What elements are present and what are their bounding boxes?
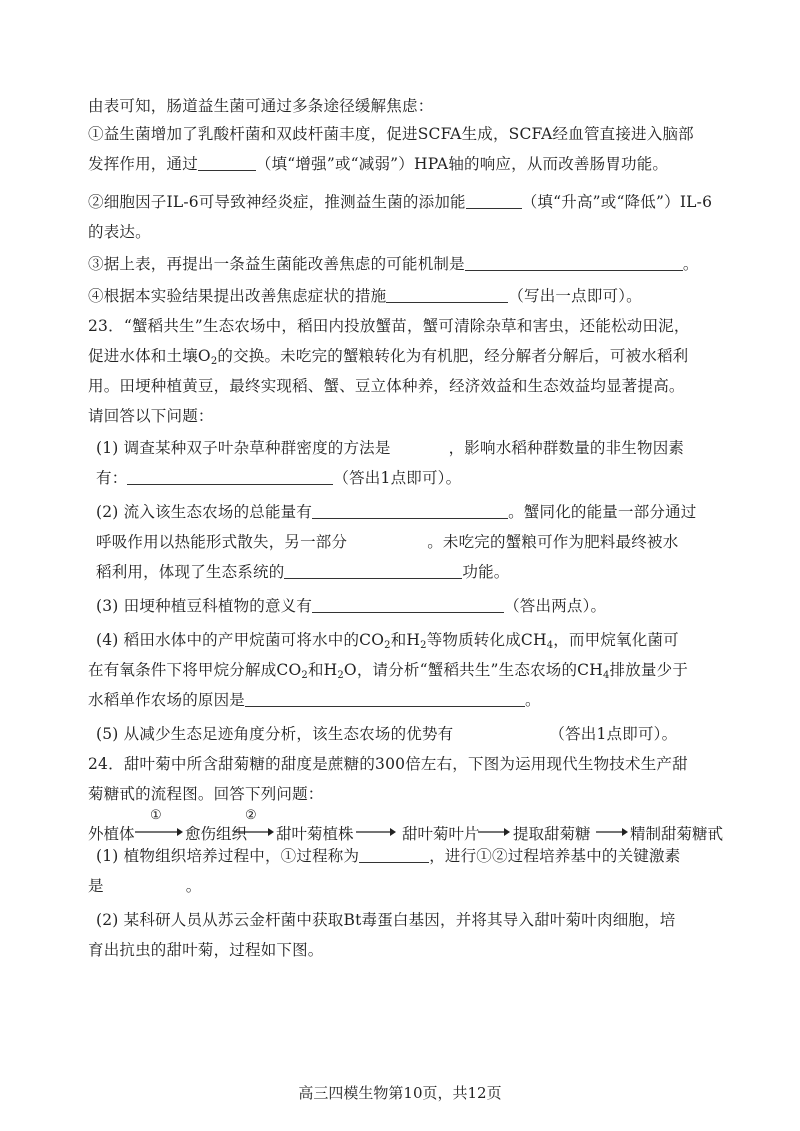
step-1-label: ① <box>150 808 162 823</box>
q24-part1-line2 <box>88 876 728 896</box>
answer-blank[interactable] <box>386 288 508 303</box>
text: 。蟹同化的能量一部分通过 <box>508 503 697 521</box>
q23-part4-line2 <box>88 660 728 680</box>
answer-blank[interactable] <box>312 598 504 613</box>
text: 在有氧条件下将甲烷分解成CO <box>88 661 302 679</box>
text: （填“升高”或“降低”）IL-6 <box>521 193 713 211</box>
text: (3) 田埂种植豆科植物的意义有 <box>96 597 313 615</box>
text: 的交换。未吃完的蟹粮转化为有机肥，经分解者分解后，可被水稻利 <box>217 347 689 365</box>
text: 促进水体和土壤O <box>88 347 211 365</box>
text: 排放量少于 <box>609 661 689 679</box>
text: 是 <box>88 877 104 895</box>
q23-part3-line <box>96 596 736 616</box>
step-2-label: ② <box>245 808 257 823</box>
q24-stem-line2: 菊糖甙的流程图。回答下列问题： <box>88 785 324 803</box>
q23-part2-line1 <box>96 502 736 522</box>
text: 有： <box>96 469 128 487</box>
subscript: 2 <box>420 640 427 651</box>
q23-stem-line2 <box>88 346 728 366</box>
text: 呼吸作用以热能形式散失，另一部分 <box>96 533 348 551</box>
flow-node-callus: 愈伤组织 <box>185 825 248 843</box>
text: 。 <box>525 691 541 709</box>
answer-blank[interactable] <box>245 692 525 707</box>
text: ，而甲烷氧化菌可 <box>553 631 679 649</box>
text: ④根据本实验结果提出改善焦虑症状的措施 <box>88 287 387 305</box>
answer-blank[interactable] <box>465 256 683 271</box>
subscript: 2 <box>384 640 391 651</box>
text: （答出1点即可）。 <box>549 725 678 743</box>
text: 稻利用，体现了生态系统的 <box>96 563 285 581</box>
flow-node-plant: 甜叶菊植株 <box>276 825 354 843</box>
q24-part1-line1 <box>96 846 736 866</box>
q23-part4-line3 <box>88 690 728 710</box>
subscript: 2 <box>301 670 308 681</box>
q24-stem-line1: 24．甜叶菊中所含甜菊糖的甜度是蔗糖的300倍左右，下图为运用现代生物技术生产甜 <box>88 755 688 773</box>
q23-part4-line1 <box>96 630 736 650</box>
answer-blank[interactable] <box>284 564 462 579</box>
text: 。 <box>682 255 699 273</box>
q23-stem-line3: 用。田埂种植黄豆，最终实现稻、蟹、豆立体种养，经济效益和生态效益均显著提高。 <box>88 377 685 395</box>
text: (2) 流入该生态农场的总能量有 <box>96 503 313 521</box>
text: (4) 稻田水体中的产甲烷菌可将水中的CO <box>96 631 385 649</box>
text: 水稻单作农场的原因是 <box>88 691 246 709</box>
text: (1) 植物组织培养过程中，①过程称为 <box>96 847 360 865</box>
text: ②细胞因子IL-6可导致神经炎症，推测益生菌的添加能 <box>88 193 466 211</box>
subscript: 4 <box>546 640 554 651</box>
text: 。未吃完的蟹粮可作为肥料最终被水 <box>427 533 679 551</box>
text: （写出一点即可）。 <box>508 287 642 305</box>
text: 功能。 <box>462 563 510 581</box>
q24-part2-line2: 育出抗虫的甜叶菊，过程如下图。 <box>88 941 324 959</box>
arrow-icon <box>478 827 510 837</box>
q22-item2-line2: 的表达。 <box>88 223 151 241</box>
q22-item3-line <box>88 254 728 274</box>
arrow-icon <box>596 827 628 837</box>
arrow-icon <box>356 827 396 837</box>
text: 发挥作用，通过 <box>88 155 198 173</box>
answer-blank[interactable] <box>198 156 256 171</box>
text: 等物质转化成CH <box>426 631 547 649</box>
subscript: 2 <box>210 356 218 367</box>
text: （答出两点）。 <box>504 597 607 615</box>
text: 。 <box>185 877 202 895</box>
text: （答出1点即可）。 <box>333 469 462 487</box>
text: （填“增强”或“减弱”）HPA轴的响应，从而改善肠胃功能。 <box>255 155 669 173</box>
page-footer: 高三四模生物第10页，共12页 <box>298 1084 502 1102</box>
q23-part1-line1 <box>96 438 736 458</box>
q23-part5-line <box>96 724 736 744</box>
q22-item1-line2 <box>88 154 728 174</box>
flow-node-extract: 提取甜菊糖 <box>513 825 591 843</box>
q23-stem-line4: 请回答以下问题： <box>88 407 214 425</box>
flow-diagram <box>88 808 738 848</box>
answer-blank[interactable] <box>359 848 429 863</box>
q22-item1-line1: ①益生菌增加了乳酸杆菌和双歧杆菌丰度，促进SCFA生成，SCFA经血管直接进入脑部 <box>88 125 694 143</box>
answer-blank[interactable] <box>127 470 333 485</box>
text: (1) 调查某种双子叶杂草种群密度的方法是 <box>96 439 391 457</box>
flow-node-refine: 精制甜菊糖甙 <box>630 825 724 843</box>
answer-blank[interactable] <box>312 504 508 519</box>
q23-part2-line2 <box>96 532 736 552</box>
subscript: 2 <box>337 670 344 681</box>
text: 和H <box>390 631 421 649</box>
q22-item4-line <box>88 286 728 306</box>
flow-node-leaf: 甜叶菊叶片 <box>402 825 480 843</box>
text: O，请分析“蟹稻共生”生态农场的CH <box>343 661 603 679</box>
arrow-icon <box>234 827 274 837</box>
arrow-icon <box>135 827 183 837</box>
text: 和H <box>307 661 338 679</box>
flow-node-explant: 外植体 <box>88 825 135 843</box>
q22-item2-line1 <box>88 192 728 212</box>
text: ，进行①②过程培养基中的关键激素 <box>429 847 681 865</box>
intro-line: 由表可知，肠道益生菌可通过多条途径缓解焦虑： <box>88 97 434 115</box>
answer-blank[interactable] <box>466 194 522 209</box>
text: (5) 从减少生态足迹角度分析，该生态农场的优势有 <box>96 725 454 743</box>
q24-part2-line1: (2) 某科研人员从苏云金杆菌中获取Bt毒蛋白基因，并将其导入甜叶菊叶肉细胞，培 <box>96 911 676 929</box>
subscript: 4 <box>602 670 610 681</box>
q23-part2-line3 <box>96 562 736 582</box>
q23-stem-line1: 23．“蟹稻共生”生态农场中，稻田内投放蟹苗，蟹可清除杂草和害虫，还能松动田泥， <box>88 317 690 335</box>
q23-part1-line2 <box>96 468 736 488</box>
text: ，影响水稻种群数量的非生物因素 <box>448 439 685 457</box>
text: ③据上表，再提出一条益生菌能改善焦虑的可能机制是 <box>88 255 465 273</box>
